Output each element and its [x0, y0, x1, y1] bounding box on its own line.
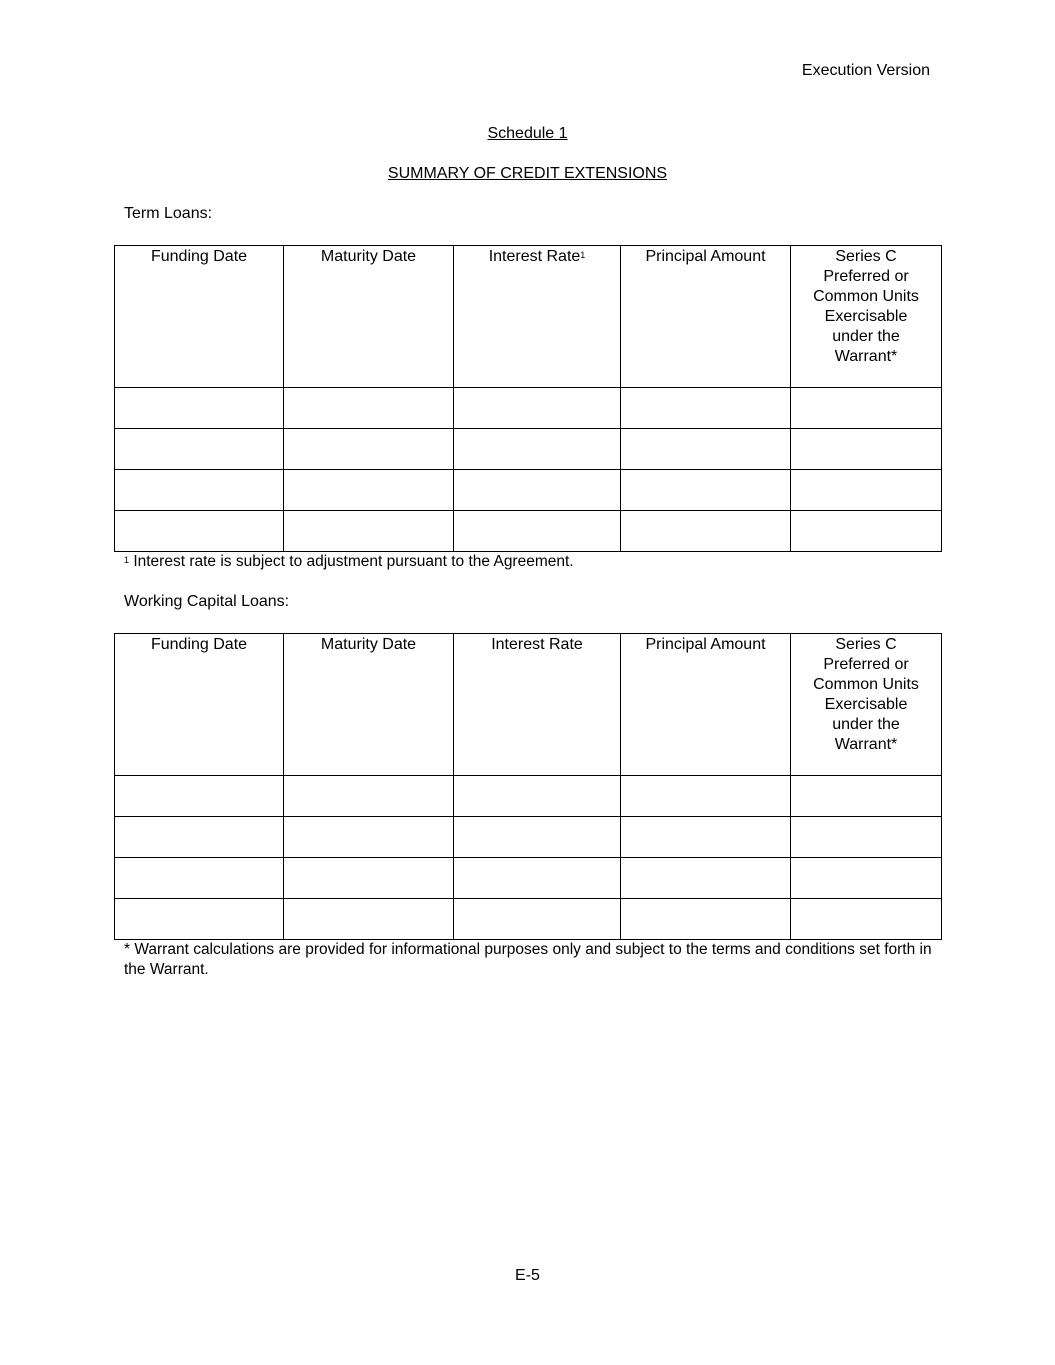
table-cell — [621, 899, 791, 940]
col-funding-date: Funding Date — [115, 246, 284, 388]
col-principal-amount: Principal Amount — [621, 634, 791, 776]
version-label: Execution Version — [801, 62, 930, 79]
col-principal-amount: Principal Amount — [621, 246, 791, 388]
table-cell — [621, 858, 791, 899]
table-row — [115, 899, 942, 940]
table-cell — [791, 470, 942, 511]
col-series-c: Series C Preferred or Common Units Exercisable under the Warrant* — [791, 634, 942, 776]
table-cell — [791, 511, 942, 552]
table-cell — [284, 899, 454, 940]
warrant-note: * Warrant calculations are provided for informational purposes only and subject to the terms and conditions set forth in the Warrant. — [124, 941, 932, 978]
col-series-c: Series C Preferred or Common Units Exercisable under the Warrant* — [791, 246, 942, 388]
term-loans-header-row — [115, 246, 942, 388]
table-cell — [115, 899, 284, 940]
term-loans-label: Term Loans: — [124, 205, 213, 222]
table-cell — [621, 511, 791, 552]
table-cell — [621, 429, 791, 470]
table-cell — [284, 817, 454, 858]
col-funding-date: Funding Date — [115, 634, 284, 776]
working-capital-label: Working Capital Loans: — [124, 593, 290, 610]
table-cell — [454, 858, 621, 899]
table-cell — [115, 429, 284, 470]
table-cell — [791, 899, 942, 940]
table-cell — [791, 776, 942, 817]
table-cell — [284, 429, 454, 470]
table-cell — [115, 388, 284, 429]
col-interest-rate: Interest Rate$^1$ — [454, 246, 621, 388]
table-cell — [115, 776, 284, 817]
interest-rate-footnote: $^1$ Interest rate is subject to adjustment pursuant to the Agreement. — [124, 553, 574, 570]
table-cell — [621, 817, 791, 858]
table-cell — [454, 776, 621, 817]
table-cell — [454, 511, 621, 552]
working-capital-table — [114, 633, 942, 940]
table-cell — [791, 429, 942, 470]
table-cell — [115, 511, 284, 552]
table-cell — [284, 511, 454, 552]
table-row — [115, 511, 942, 552]
table-cell — [791, 817, 942, 858]
col-maturity-date: Maturity Date — [284, 634, 454, 776]
table-cell — [115, 858, 284, 899]
table-cell — [284, 776, 454, 817]
table-row — [115, 776, 942, 817]
table-cell — [791, 388, 942, 429]
table-cell — [115, 817, 284, 858]
table-cell — [284, 470, 454, 511]
table-row — [115, 858, 942, 899]
footnote-marker: 1 — [580, 250, 586, 260]
table-cell — [454, 899, 621, 940]
table-cell — [621, 470, 791, 511]
table-cell — [115, 470, 284, 511]
table-row — [115, 388, 942, 429]
table-cell — [791, 858, 942, 899]
table-cell — [621, 776, 791, 817]
table-cell — [621, 388, 791, 429]
table-cell — [284, 388, 454, 429]
page-number: E-5 — [515, 1267, 540, 1284]
schedule-title: Schedule 1 — [487, 125, 568, 142]
table-cell — [454, 429, 621, 470]
table-cell — [284, 858, 454, 899]
summary-title: SUMMARY OF CREDIT EXTENSIONS — [387, 165, 668, 182]
table-cell — [454, 388, 621, 429]
table-cell — [454, 817, 621, 858]
table-cell — [454, 470, 621, 511]
table-row — [115, 429, 942, 470]
col-maturity-date: Maturity Date — [284, 246, 454, 388]
term-loans-table — [114, 245, 942, 552]
working-capital-header-row — [115, 634, 942, 776]
table-row — [115, 470, 942, 511]
table-row — [115, 817, 942, 858]
col-interest-rate: Interest Rate — [454, 634, 621, 776]
